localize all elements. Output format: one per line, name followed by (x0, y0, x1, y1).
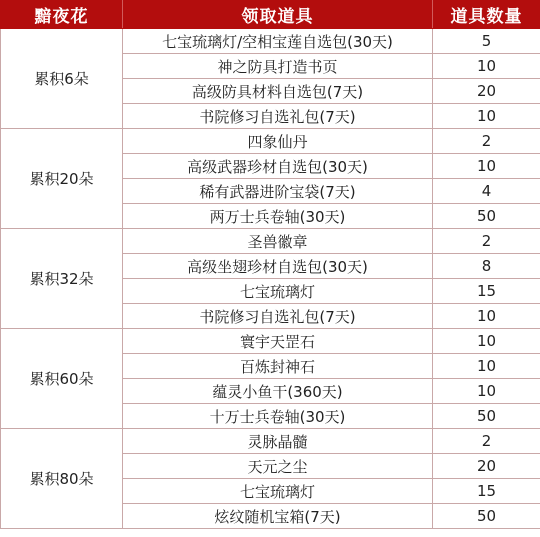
item-quantity: 50 (433, 204, 540, 229)
item-quantity: 20 (433, 79, 540, 104)
item-quantity: 10 (433, 154, 540, 179)
item-quantity: 15 (433, 279, 540, 304)
item-name: 稀有武器进阶宝袋(7天) (123, 179, 433, 204)
header-item-quantity: 道具数量 (433, 1, 540, 29)
table-body (1, 29, 540, 529)
table-row (1, 29, 540, 54)
table-row (1, 129, 540, 154)
group-label: 累积20朵 (1, 129, 123, 229)
item-name: 书院修习自选礼包(7天) (123, 104, 433, 129)
table-row (1, 329, 540, 354)
item-quantity: 2 (433, 129, 540, 154)
table-row (1, 429, 540, 454)
item-quantity: 50 (433, 504, 540, 529)
item-quantity: 15 (433, 479, 540, 504)
group-label: 累积32朵 (1, 229, 123, 329)
header-flower-count: 黯夜花 (1, 1, 123, 29)
item-quantity: 20 (433, 454, 540, 479)
item-quantity: 8 (433, 254, 540, 279)
item-quantity: 10 (433, 379, 540, 404)
item-name: 七宝琉璃灯 (123, 279, 433, 304)
item-name: 高级防具材料自选包(7天) (123, 79, 433, 104)
item-name: 百炼封神石 (123, 354, 433, 379)
item-name: 高级武器珍材自选包(30天) (123, 154, 433, 179)
item-name: 高级坐翅珍材自选包(30天) (123, 254, 433, 279)
header-row (1, 1, 540, 29)
item-quantity: 50 (433, 404, 540, 429)
item-quantity: 5 (433, 29, 540, 54)
table-header (1, 1, 540, 29)
item-quantity: 10 (433, 354, 540, 379)
item-name: 圣兽徽章 (123, 229, 433, 254)
item-name: 神之防具打造书页 (123, 54, 433, 79)
item-name: 天元之尘 (123, 454, 433, 479)
group-label: 累积80朵 (1, 429, 123, 529)
item-name: 十万士兵卷轴(30天) (123, 404, 433, 429)
item-quantity: 10 (433, 329, 540, 354)
item-name: 炫纹随机宝箱(7天) (123, 504, 433, 529)
item-quantity: 4 (433, 179, 540, 204)
header-reward-item: 领取道具 (123, 1, 433, 29)
group-label: 累积6朵 (1, 29, 123, 129)
item-name: 四象仙丹 (123, 129, 433, 154)
item-quantity: 10 (433, 304, 540, 329)
item-name: 七宝琉璃灯/空相宝莲自选包(30天) (123, 29, 433, 54)
item-name: 书院修习自选礼包(7天) (123, 304, 433, 329)
item-name: 蕴灵小鱼干(360天) (123, 379, 433, 404)
item-name: 两万士兵卷轴(30天) (123, 204, 433, 229)
item-quantity: 2 (433, 429, 540, 454)
item-name: 寰宇天罡石 (123, 329, 433, 354)
item-quantity: 10 (433, 54, 540, 79)
item-quantity: 2 (433, 229, 540, 254)
item-quantity: 10 (433, 104, 540, 129)
item-name: 灵脉晶髓 (123, 429, 433, 454)
item-name: 七宝琉璃灯 (123, 479, 433, 504)
table-row (1, 229, 540, 254)
group-label: 累积60朵 (1, 329, 123, 429)
